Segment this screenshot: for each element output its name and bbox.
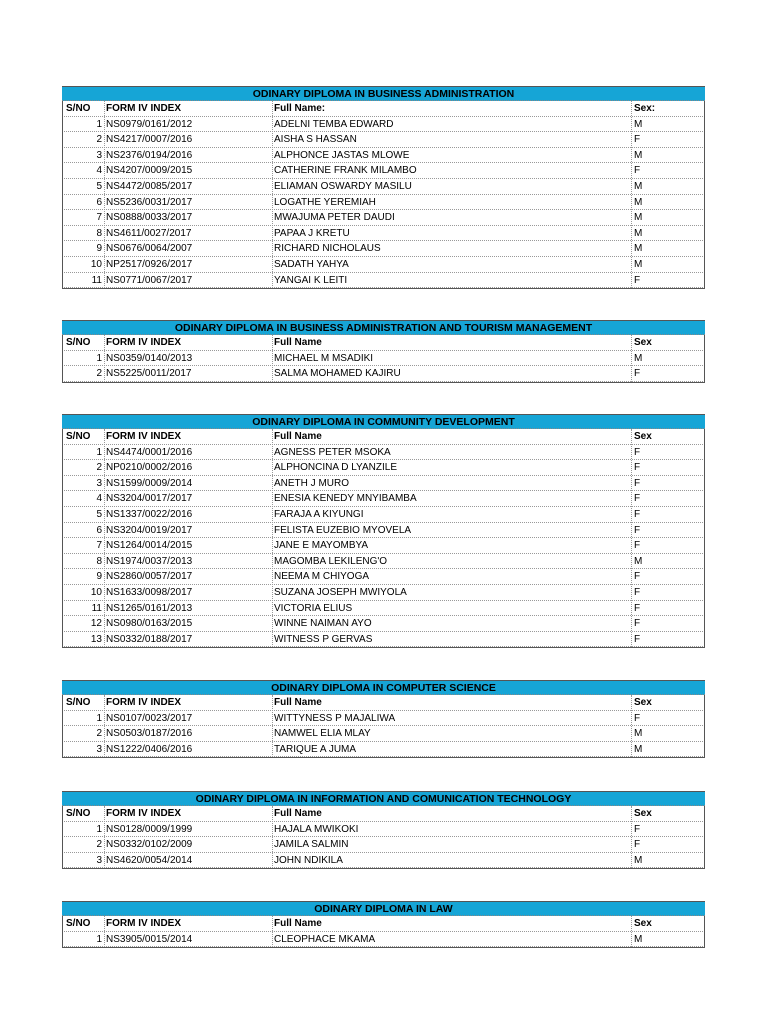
- column-divider: [631, 916, 632, 947]
- row-sex: M: [634, 933, 643, 945]
- row-sno: 2: [96, 462, 102, 474]
- row-sex: M: [634, 258, 643, 270]
- row-full-name: SALMA MOHAMED KAJIRU: [274, 368, 401, 380]
- row-sno: 5: [96, 180, 102, 192]
- row-sno: 1: [96, 823, 102, 835]
- column-divider: [631, 101, 632, 288]
- column-divider: [272, 695, 273, 757]
- header-form-iv-index: FORM IV INDEX: [106, 808, 182, 819]
- header-full-name: Full Name: [274, 431, 322, 442]
- row-sex: M: [634, 196, 643, 208]
- table-border-left: [62, 335, 63, 382]
- column-divider: [272, 101, 273, 288]
- row-full-name: WITNESS P GERVAS: [274, 633, 373, 645]
- section-title: ODINARY DIPLOMA IN LAW: [62, 901, 705, 916]
- row-form-iv-index: NS5225/0011/2017: [106, 368, 192, 380]
- row-full-name: FARAJA A KIYUNGI: [274, 508, 364, 520]
- row-sex: F: [634, 477, 641, 489]
- column-divider: [272, 335, 273, 382]
- table-row: [62, 585, 705, 601]
- column-divider: [104, 695, 105, 757]
- table-header-row: [62, 335, 705, 351]
- row-form-iv-index: NS1264/0014/2015: [106, 540, 193, 552]
- row-sno: 1: [96, 712, 102, 724]
- header-full-name: Full Name: [274, 918, 322, 929]
- row-sex: M: [634, 227, 643, 239]
- column-divider: [631, 695, 632, 757]
- row-sex: F: [634, 823, 641, 835]
- header-sex: Sex: [634, 918, 652, 929]
- table-header-row: [62, 429, 705, 445]
- row-form-iv-index: NS1974/0037/2013: [106, 555, 193, 567]
- row-full-name: SADATH YAHYA: [274, 258, 349, 270]
- row-sno: 2: [96, 368, 102, 380]
- table-row: [62, 241, 705, 257]
- header-full-name: Full Name: [274, 808, 322, 819]
- table-row: [62, 366, 705, 382]
- row-sno: 8: [96, 555, 102, 567]
- table-border-right: [704, 335, 705, 382]
- header-form-iv-index: FORM IV INDEX: [106, 918, 182, 929]
- row-full-name: JOHN NDIKILA: [274, 854, 343, 866]
- table-row: [62, 476, 705, 492]
- row-full-name: ADELNI TEMBA EDWARD: [274, 118, 394, 130]
- row-form-iv-index: NP0210/0002/2016: [106, 462, 193, 474]
- row-sex: F: [634, 586, 641, 598]
- row-sno: 9: [96, 571, 102, 583]
- row-sex: F: [634, 368, 641, 380]
- row-sno: 3: [96, 477, 102, 489]
- row-full-name: ELIAMAN OSWARDY MASILU: [274, 180, 412, 192]
- row-full-name: MAGOMBA LEKILENG'O: [274, 555, 388, 567]
- row-sno: 2: [96, 134, 102, 146]
- row-form-iv-index: NS3204/0017/2017: [106, 493, 193, 505]
- row-form-iv-index: NS1222/0406/2016: [106, 743, 193, 755]
- row-form-iv-index: NS1337/0022/2016: [106, 508, 193, 520]
- row-form-iv-index: NS0332/0102/2009: [106, 839, 193, 851]
- row-sno: 2: [96, 839, 102, 851]
- row-full-name: CLEOPHACE MKAMA: [274, 933, 376, 945]
- row-sex: M: [634, 243, 643, 255]
- section-title: ODINARY DIPLOMA IN BUSINESS ADMINISTRATION AND TOURISM MANAGEMENT: [62, 320, 705, 335]
- row-form-iv-index: NS2860/0057/2017: [106, 571, 193, 583]
- row-form-iv-index: NS0771/0067/2017: [106, 274, 193, 286]
- row-form-iv-index: NS4217/0007/2016: [106, 134, 193, 146]
- section-table: [62, 86, 705, 289]
- column-divider: [272, 429, 273, 647]
- table-row: [62, 569, 705, 585]
- row-full-name: MICHAEL M MSADIKI: [274, 352, 374, 364]
- row-form-iv-index: NS5236/0031/2017: [106, 196, 193, 208]
- row-form-iv-index: NS4611/0027/2017: [106, 227, 192, 239]
- table-row: [62, 117, 705, 133]
- row-full-name: VICTORIA ELIUS: [274, 602, 353, 614]
- row-form-iv-index: NS4474/0001/2016: [106, 446, 193, 458]
- row-sno: 3: [96, 743, 102, 755]
- row-sno: 9: [96, 243, 102, 255]
- header-sno: S/NO: [66, 918, 91, 929]
- table-border-right: [704, 916, 705, 947]
- row-sno: 12: [90, 618, 102, 630]
- column-divider: [104, 335, 105, 382]
- table-border-left: [62, 429, 63, 647]
- header-full-name: Full Name:: [274, 103, 326, 114]
- section-title: ODINARY DIPLOMA IN COMMUNITY DEVELOPMENT: [62, 414, 705, 429]
- row-full-name: SUZANA JOSEPH MWIYOLA: [274, 586, 407, 598]
- section-table: [62, 414, 705, 648]
- row-full-name: WINNE NAIMAN AYO: [274, 618, 372, 630]
- row-sno: 1: [96, 933, 102, 945]
- header-form-iv-index: FORM IV INDEX: [106, 697, 182, 708]
- row-sno: 1: [96, 446, 102, 458]
- column-divider: [104, 101, 105, 288]
- row-sex: F: [634, 524, 641, 536]
- table-row: [62, 822, 705, 838]
- header-sno: S/NO: [66, 103, 91, 114]
- table-row: [62, 932, 705, 948]
- table-row: [62, 226, 705, 242]
- header-sno: S/NO: [66, 697, 91, 708]
- table-row: [62, 726, 705, 742]
- table-row: [62, 132, 705, 148]
- section-table: [62, 791, 705, 869]
- table-row: [62, 163, 705, 179]
- row-form-iv-index: NS0107/0023/2017: [106, 712, 193, 724]
- row-sex: M: [634, 212, 643, 224]
- header-sno: S/NO: [66, 808, 91, 819]
- row-form-iv-index: NS3204/0019/2017: [106, 524, 193, 536]
- row-form-iv-index: NS0359/0140/2013: [106, 352, 193, 364]
- row-form-iv-index: NS4207/0009/2015: [106, 165, 193, 177]
- row-full-name: TARIQUE A JUMA: [274, 743, 357, 755]
- row-form-iv-index: NS0503/0187/2016: [106, 728, 193, 740]
- row-sno: 8: [96, 227, 102, 239]
- row-full-name: JAMILA SALMIN: [274, 839, 349, 851]
- row-full-name: WITTYNESS P MAJALIWA: [274, 712, 396, 724]
- row-form-iv-index: NS2376/0194/2016: [106, 149, 193, 161]
- row-sno: 4: [96, 165, 102, 177]
- table-row: [62, 351, 705, 367]
- row-form-iv-index: NS0332/0188/2017: [106, 633, 193, 645]
- row-sex: F: [634, 712, 641, 724]
- table-border-left: [62, 695, 63, 757]
- row-sex: F: [634, 571, 641, 583]
- row-sex: F: [634, 446, 641, 458]
- row-form-iv-index: NS0128/0009/1999: [106, 823, 193, 835]
- row-sno: 2: [96, 728, 102, 740]
- table-row: [62, 616, 705, 632]
- table-border-right: [704, 101, 705, 288]
- row-sno: 6: [96, 524, 102, 536]
- row-full-name: NEEMA M CHIYOGA: [274, 571, 370, 583]
- row-form-iv-index: NS4472/0085/2017: [106, 180, 193, 192]
- row-sno: 4: [96, 493, 102, 505]
- header-sex: Sex: [634, 337, 652, 348]
- header-sex: Sex: [634, 431, 652, 442]
- section-title: ODINARY DIPLOMA IN BUSINESS ADMINISTRATION: [62, 86, 705, 101]
- row-full-name: PAPAA J KRETU: [274, 227, 350, 239]
- row-sno: 6: [96, 196, 102, 208]
- row-sex: F: [634, 618, 641, 630]
- table-header-row: [62, 806, 705, 822]
- row-sex: M: [634, 743, 643, 755]
- row-form-iv-index: NP2517/0926/2017: [106, 258, 193, 270]
- column-divider: [104, 806, 105, 868]
- section-title: ODINARY DIPLOMA IN INFORMATION AND COMUNICATION TECHNOLOGY: [62, 791, 705, 806]
- header-sex: Sex:: [634, 103, 656, 114]
- row-full-name: ALPHONCE JASTAS MLOWE: [274, 149, 410, 161]
- row-sex: M: [634, 555, 643, 567]
- row-full-name: ANETH J MURO: [274, 477, 349, 489]
- row-form-iv-index: NS1265/0161/2013: [106, 602, 193, 614]
- section-table: [62, 320, 705, 383]
- header-sno: S/NO: [66, 431, 91, 442]
- table-row: [62, 742, 705, 758]
- row-sno: 11: [91, 602, 102, 614]
- row-full-name: CATHERINE FRANK MILAMBO: [274, 165, 417, 177]
- row-sex: F: [634, 134, 641, 146]
- row-sno: 3: [96, 854, 102, 866]
- table-row: [62, 179, 705, 195]
- row-full-name: MWAJUMA PETER DAUDI: [274, 212, 395, 224]
- row-full-name: FELISTA EUZEBIO MYOVELA: [274, 524, 412, 536]
- table-border-left: [62, 916, 63, 947]
- table-row: [62, 210, 705, 226]
- table-row: [62, 460, 705, 476]
- column-divider: [272, 806, 273, 868]
- row-sex: M: [634, 728, 643, 740]
- row-sex: F: [634, 508, 641, 520]
- row-sno: 1: [96, 118, 102, 130]
- table-row: [62, 507, 705, 523]
- row-sex: M: [634, 180, 643, 192]
- section-table: [62, 901, 705, 948]
- column-divider: [631, 429, 632, 647]
- header-form-iv-index: FORM IV INDEX: [106, 103, 182, 114]
- column-divider: [104, 429, 105, 647]
- table-row: [62, 632, 705, 648]
- table-row: [62, 273, 705, 289]
- table-row: [62, 445, 705, 461]
- row-sex: M: [634, 854, 643, 866]
- header-sno: S/NO: [66, 337, 91, 348]
- row-sno: 7: [96, 212, 102, 224]
- header-sex: Sex: [634, 697, 652, 708]
- row-sex: F: [634, 633, 641, 645]
- table-row: [62, 853, 705, 869]
- row-sex: F: [634, 839, 641, 851]
- row-sno: 10: [90, 586, 102, 598]
- table-header-row: [62, 695, 705, 711]
- table-border-right: [704, 806, 705, 868]
- table-border-left: [62, 806, 63, 868]
- table-header-row: [62, 916, 705, 932]
- table-row: [62, 837, 705, 853]
- table-row: [62, 491, 705, 507]
- header-sex: Sex: [634, 808, 652, 819]
- row-form-iv-index: NS1633/0098/2017: [106, 586, 193, 598]
- table-row: [62, 195, 705, 211]
- row-sex: F: [634, 493, 641, 505]
- row-sno: 10: [90, 258, 102, 270]
- table-row: [62, 523, 705, 539]
- row-form-iv-index: NS0676/0064/2007: [106, 243, 193, 255]
- table-border-left: [62, 101, 63, 288]
- row-full-name: RICHARD NICHOLAUS: [274, 243, 381, 255]
- column-divider: [631, 335, 632, 382]
- header-form-iv-index: FORM IV INDEX: [106, 431, 182, 442]
- section-title: ODINARY DIPLOMA IN COMPUTER SCIENCE: [62, 680, 705, 695]
- header-form-iv-index: FORM IV INDEX: [106, 337, 182, 348]
- header-full-name: Full Name: [274, 337, 322, 348]
- row-sex: M: [634, 149, 643, 161]
- row-sex: M: [634, 118, 643, 130]
- row-full-name: JANE E MAYOMBYA: [274, 540, 369, 552]
- row-sno: 7: [96, 540, 102, 552]
- table-row: [62, 711, 705, 727]
- row-sex: F: [634, 540, 641, 552]
- row-sno: 1: [96, 352, 102, 364]
- table-header-row: [62, 101, 705, 117]
- row-sex: F: [634, 462, 641, 474]
- column-divider: [631, 806, 632, 868]
- row-sex: M: [634, 352, 643, 364]
- row-sex: F: [634, 274, 641, 286]
- row-full-name: LOGATHE YEREMIAH: [274, 196, 376, 208]
- row-sno: 3: [96, 149, 102, 161]
- row-form-iv-index: NS4620/0054/2014: [106, 854, 193, 866]
- row-form-iv-index: NS1599/0009/2014: [106, 477, 193, 489]
- row-form-iv-index: NS0980/0163/2015: [106, 618, 193, 630]
- table-row: [62, 601, 705, 617]
- row-full-name: AGNESS PETER MSOKA: [274, 446, 391, 458]
- row-form-iv-index: NS0979/0161/2012: [106, 118, 193, 130]
- table-row: [62, 257, 705, 273]
- row-form-iv-index: NS3905/0015/2014: [106, 933, 193, 945]
- table-border-right: [704, 695, 705, 757]
- section-table: [62, 680, 705, 758]
- column-divider: [104, 916, 105, 947]
- table-border-right: [704, 429, 705, 647]
- row-full-name: YANGAI K LEITI: [274, 274, 348, 286]
- row-form-iv-index: NS0888/0033/2017: [106, 212, 193, 224]
- row-full-name: AISHA S HASSAN: [274, 134, 357, 146]
- header-full-name: Full Name: [274, 697, 322, 708]
- table-row: [62, 554, 705, 570]
- row-full-name: NAMWEL ELIA MLAY: [274, 728, 371, 740]
- table-row: [62, 148, 705, 164]
- row-sex: F: [634, 165, 641, 177]
- row-sex: F: [634, 602, 641, 614]
- row-full-name: ALPHONCINA D LYANZILE: [274, 462, 397, 474]
- row-sno: 11: [91, 274, 102, 286]
- row-full-name: ENESIA KENEDY MNYIBAMBA: [274, 493, 417, 505]
- row-sno: 5: [96, 508, 102, 520]
- table-row: [62, 538, 705, 554]
- row-full-name: HAJALA MWIKOKI: [274, 823, 359, 835]
- column-divider: [272, 916, 273, 947]
- row-sno: 13: [90, 633, 102, 645]
